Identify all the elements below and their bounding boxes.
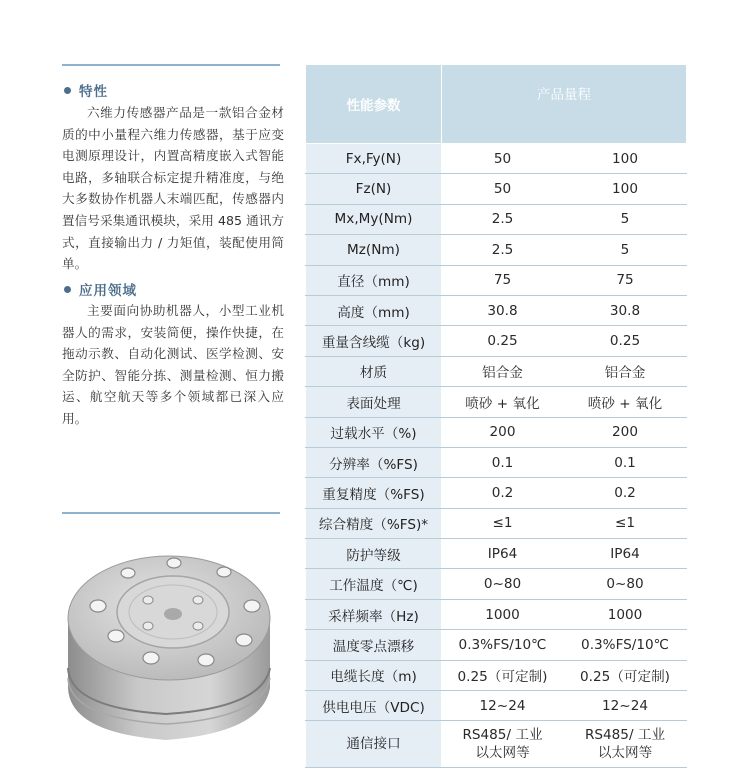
- value-cell: [442, 721, 564, 768]
- value-cell: 铝合金: [564, 356, 687, 386]
- row-label: 综合精度（%FS)*: [306, 508, 442, 538]
- value-line: 以太网等: [475, 745, 530, 762]
- row-label: 过载水平（%): [306, 417, 442, 447]
- value-cell: 0.25: [442, 326, 564, 356]
- value-cell: 50: [442, 174, 564, 204]
- value-cell: [564, 721, 687, 768]
- row-label: 材质: [306, 356, 442, 386]
- table-row: [306, 326, 687, 356]
- bottom-divider: [62, 512, 280, 514]
- table-row: [306, 387, 687, 417]
- header-param: 性能参数: [306, 65, 442, 144]
- row-label: 表面处理: [306, 387, 442, 417]
- value-cell: 1000: [564, 599, 687, 629]
- applications-paragraph: 主要面向协助机器人，小型工业机器人的需求，安装简便，操作快捷，在拖动示教、自动化测试、医学检测、安全防护、智能分拣、测量检测、恒力搬运、航空航天等多个领域都已深入应用。: [62, 303, 284, 426]
- table-row: [306, 691, 687, 721]
- value-cell: 0.3%FS/10℃: [564, 630, 687, 660]
- value-cell: 0~80: [442, 569, 564, 599]
- table-row: [306, 174, 687, 204]
- value-cell: 50: [442, 144, 564, 174]
- row-label: 重量含线缆（kg): [306, 326, 442, 356]
- row-label: 直径（mm): [306, 265, 442, 295]
- value-cell: 75: [442, 265, 564, 295]
- value-cell: 200: [442, 417, 564, 447]
- value-cell: 5: [564, 204, 687, 234]
- value-cell: 2.5: [442, 235, 564, 265]
- row-label: Mx,My(Nm): [306, 204, 442, 234]
- row-label: 采样频率（Hz): [306, 599, 442, 629]
- value-cell: 0.2: [442, 478, 564, 508]
- top-divider: [62, 64, 280, 66]
- value-line: 以太网等: [597, 745, 653, 762]
- row-label: 工作温度（℃): [306, 569, 442, 599]
- row-label: Fz(N): [306, 174, 442, 204]
- value-cell: 0.25（可定制): [442, 660, 564, 690]
- bullet-icon: [64, 286, 71, 293]
- table-row: [306, 630, 687, 660]
- value-cell: 30.8: [442, 295, 564, 325]
- row-label: 分辨率（%FS): [306, 447, 442, 477]
- features-heading-text: 特性: [79, 84, 108, 100]
- value-cell: 100: [564, 174, 687, 204]
- row-label: 高度（mm): [306, 295, 442, 325]
- value-cell: 30.8: [564, 295, 687, 325]
- bullet-icon: [64, 87, 71, 94]
- value-cell: IP64: [564, 539, 687, 569]
- row-label: 重复精度（%FS): [306, 478, 442, 508]
- value-cell: 100: [564, 144, 687, 174]
- table-row: [306, 447, 687, 477]
- table-row: [306, 660, 687, 690]
- row-label: Mz(Nm): [306, 235, 442, 265]
- table-row: [306, 265, 687, 295]
- value-cell: 喷砂 + 氧化: [564, 387, 687, 417]
- value-cell: ≤1: [564, 508, 687, 538]
- row-label: 供电电压（VDC): [306, 691, 442, 721]
- value-cell: 0.2: [564, 478, 687, 508]
- value-cell: 75: [564, 265, 687, 295]
- value-cell: 0.25（可定制): [564, 660, 687, 690]
- features-heading: [64, 80, 108, 100]
- table-row: [306, 417, 687, 447]
- features-paragraph: 六维力传感器产品是一款铝合金材质的中小量程六维力传感器，基于应变电测原理设计，内置高精度嵌入式智能电路，多轴联合标定提升精准度，与绝大多数协作机器人末端匹配，传感器内置信号采集通讯模块，采用 485 通讯方式，直接输出力 / 力矩值，装配使用简单。: [62, 105, 284, 272]
- table-row: [306, 569, 687, 599]
- table-row: [306, 356, 687, 386]
- table-row: [306, 478, 687, 508]
- value-cell: 喷砂 + 氧化: [442, 387, 564, 417]
- row-label: 通信接口: [306, 721, 442, 768]
- applications-heading: [64, 279, 137, 299]
- value-cell: 0.3%FS/10℃: [442, 630, 564, 660]
- value-cell: 5: [564, 235, 687, 265]
- row-label: 防护等级: [306, 539, 442, 569]
- row-label: 电缆长度（m): [306, 660, 442, 690]
- value-cell: 0.1: [442, 447, 564, 477]
- value-cell: ≤1: [442, 508, 564, 538]
- value-cell: IP64: [442, 539, 564, 569]
- spec-table: [305, 64, 687, 768]
- header-range: 产品量程: [442, 65, 687, 144]
- table-row: [306, 599, 687, 629]
- row-label: Fx,Fy(N): [306, 144, 442, 174]
- applications-heading-text: 应用领域: [79, 283, 137, 299]
- value-cell: 0.1: [564, 447, 687, 477]
- value-cell: 0.25: [564, 326, 687, 356]
- table-row: [306, 721, 687, 768]
- table-row: [306, 508, 687, 538]
- table-row: [306, 539, 687, 569]
- table-row: [306, 204, 687, 234]
- value-cell: 12~24: [564, 691, 687, 721]
- value-line: RS485/ 工业: [584, 727, 666, 744]
- sensor-product-image: [56, 528, 282, 750]
- value-cell: 1000: [442, 599, 564, 629]
- value-cell: 200: [564, 417, 687, 447]
- value-cell: 0~80: [564, 569, 687, 599]
- table-row: [306, 144, 687, 174]
- value-line: RS485/ 工业: [462, 727, 543, 744]
- table-row: [306, 235, 687, 265]
- value-cell: 铝合金: [442, 356, 564, 386]
- table-header-row: [306, 65, 687, 144]
- table-row: [306, 295, 687, 325]
- value-cell: 2.5: [442, 204, 564, 234]
- row-label: 温度零点漂移: [306, 630, 442, 660]
- value-cell: 12~24: [442, 691, 564, 721]
